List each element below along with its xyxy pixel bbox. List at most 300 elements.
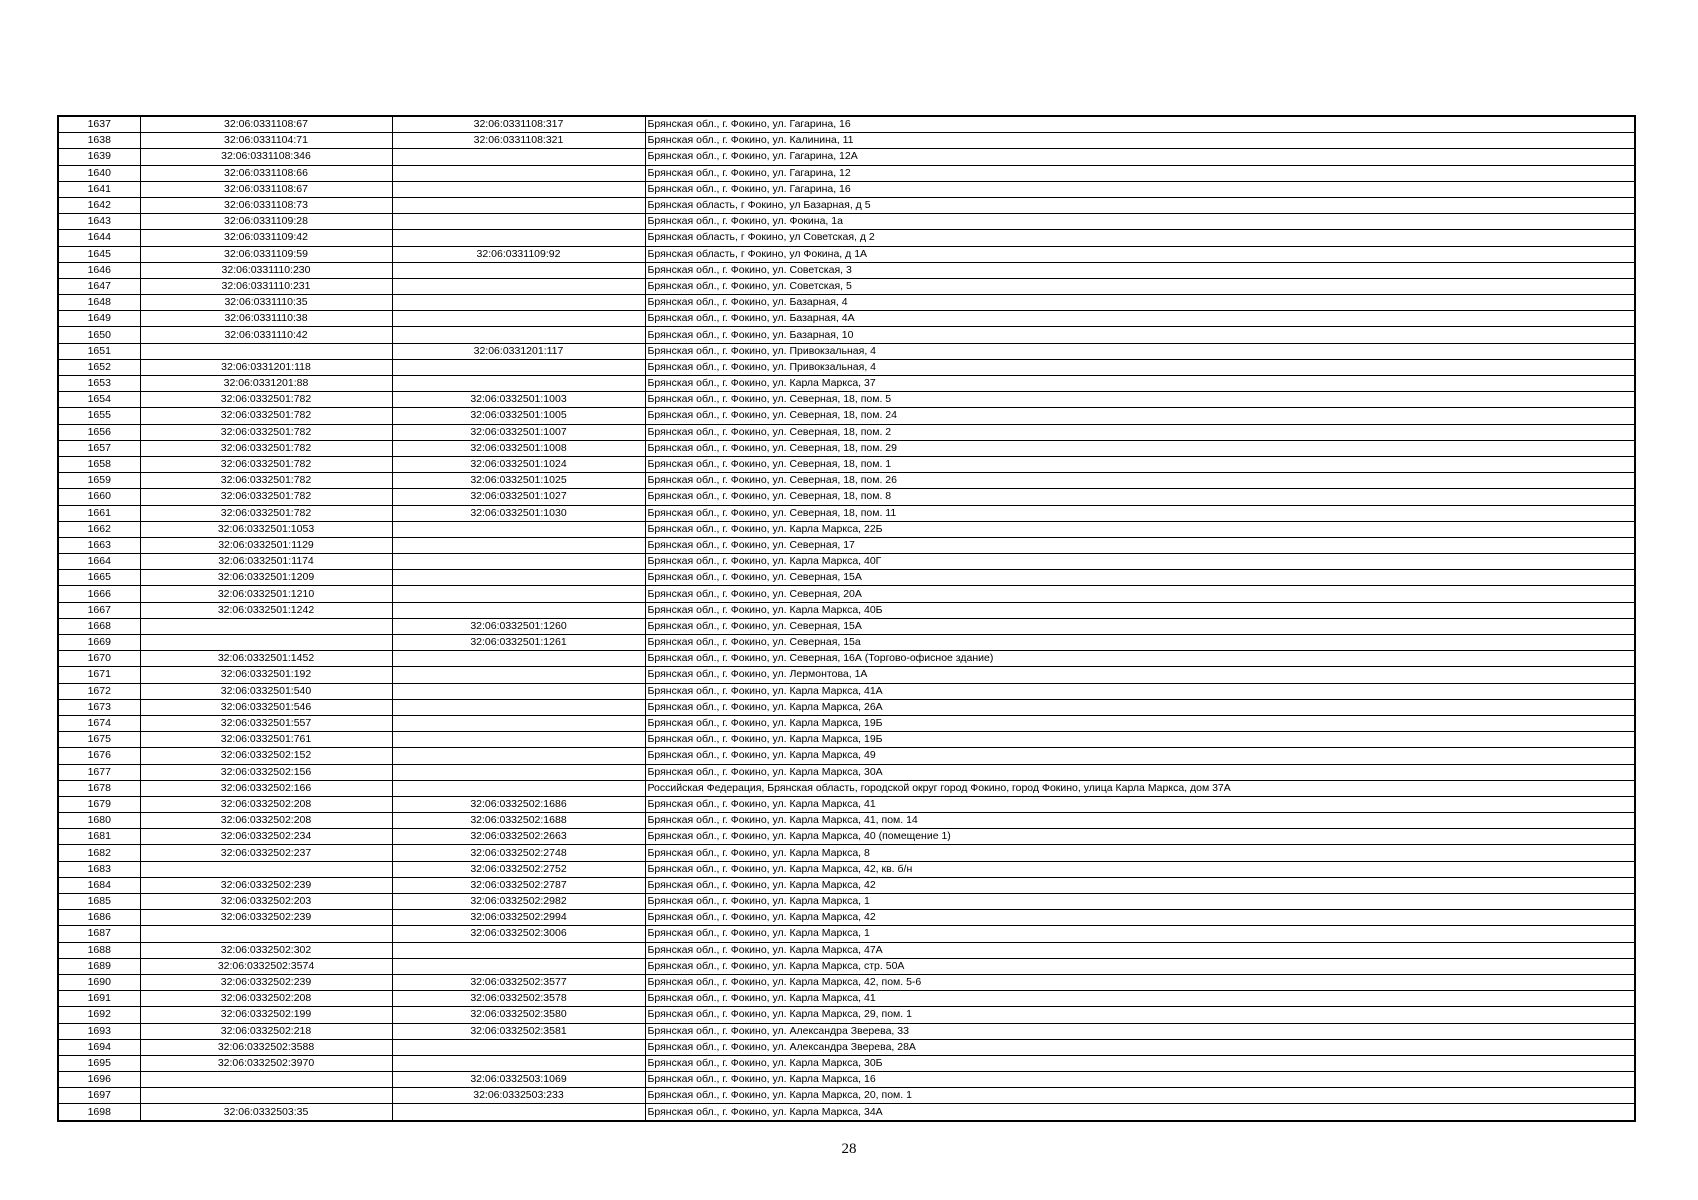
address-cell: Брянская обл., г. Фокино, ул. Карла Маркса, 8	[645, 845, 1635, 861]
land-cadastral-number-cell: 32:06:0332501:782	[140, 408, 392, 424]
building-cadastral-number-cell: 32:06:0332502:2982	[392, 894, 645, 910]
row-number-cell: 1639	[58, 149, 140, 165]
address-cell: Брянская обл., г. Фокино, ул. Гагарина, 12А	[645, 149, 1635, 165]
land-cadastral-number-cell: 32:06:0331108:67	[140, 116, 392, 133]
building-cadastral-number-cell: 32:06:0332502:3006	[392, 926, 645, 942]
land-cadastral-number-cell: 32:06:0332502:239	[140, 877, 392, 893]
table-row	[58, 699, 1635, 715]
land-cadastral-number-cell: 32:06:0332501:540	[140, 683, 392, 699]
address-cell: Брянская обл., г. Фокино, ул. Карла Маркса, 20, пом. 1	[645, 1088, 1635, 1104]
table-row	[58, 796, 1635, 812]
building-cadastral-number-cell: 32:06:0332501:1003	[392, 392, 645, 408]
row-number-cell: 1694	[58, 1039, 140, 1055]
table-row	[58, 813, 1635, 829]
address-cell: Брянская обл., г. Фокино, ул. Северная, 18, пом. 11	[645, 505, 1635, 521]
row-number-cell: 1677	[58, 764, 140, 780]
address-cell: Брянская обл., г. Фокино, ул. Северная, 17	[645, 537, 1635, 553]
land-cadastral-number-cell: 32:06:0332502:3588	[140, 1039, 392, 1055]
row-number-cell: 1692	[58, 1007, 140, 1023]
table-row	[58, 554, 1635, 570]
building-cadastral-number-cell: 32:06:0332501:1008	[392, 440, 645, 456]
building-cadastral-number-cell: 32:06:0332502:2663	[392, 829, 645, 845]
land-cadastral-number-cell: 32:06:0331108:346	[140, 149, 392, 165]
building-cadastral-number-cell: 32:06:0331108:321	[392, 133, 645, 149]
row-number-cell: 1649	[58, 311, 140, 327]
land-cadastral-number-cell: 32:06:0331108:67	[140, 181, 392, 197]
row-number-cell: 1684	[58, 877, 140, 893]
land-cadastral-number-cell: 32:06:0332502:152	[140, 748, 392, 764]
building-cadastral-number-cell	[392, 537, 645, 553]
row-number-cell: 1680	[58, 813, 140, 829]
table-row	[58, 359, 1635, 375]
land-cadastral-number-cell	[140, 926, 392, 942]
row-number-cell: 1666	[58, 586, 140, 602]
land-cadastral-number-cell: 32:06:0332502:166	[140, 780, 392, 796]
address-cell: Брянская обл., г. Фокино, ул. Северная, 20А	[645, 586, 1635, 602]
row-number-cell: 1698	[58, 1104, 140, 1121]
row-number-cell: 1658	[58, 456, 140, 472]
table-row	[58, 748, 1635, 764]
building-cadastral-number-cell	[392, 683, 645, 699]
building-cadastral-number-cell	[392, 764, 645, 780]
address-cell: Брянская обл., г. Фокино, ул. Северная, 18, пом. 1	[645, 456, 1635, 472]
row-number-cell: 1637	[58, 116, 140, 133]
address-cell: Брянская обл., г. Фокино, ул. Карла Маркса, 19Б	[645, 732, 1635, 748]
land-cadastral-number-cell: 32:06:0332502:234	[140, 829, 392, 845]
register-table	[57, 115, 1636, 1122]
table-row	[58, 1055, 1635, 1071]
land-cadastral-number-cell: 32:06:0332501:1174	[140, 554, 392, 570]
land-cadastral-number-cell	[140, 635, 392, 651]
land-cadastral-number-cell: 32:06:0332502:218	[140, 1023, 392, 1039]
table-row	[58, 440, 1635, 456]
land-cadastral-number-cell: 32:06:0332502:3574	[140, 958, 392, 974]
building-cadastral-number-cell: 32:06:0332502:3580	[392, 1007, 645, 1023]
address-cell: Брянская обл., г. Фокино, ул. Лермонтова, 1А	[645, 667, 1635, 683]
land-cadastral-number-cell: 32:06:0331109:42	[140, 230, 392, 246]
land-cadastral-number-cell: 32:06:0331201:88	[140, 376, 392, 392]
building-cadastral-number-cell: 32:06:0332502:2752	[392, 861, 645, 877]
building-cadastral-number-cell	[392, 262, 645, 278]
row-number-cell: 1660	[58, 489, 140, 505]
land-cadastral-number-cell: 32:06:0332502:203	[140, 894, 392, 910]
building-cadastral-number-cell: 32:06:0332501:1027	[392, 489, 645, 505]
building-cadastral-number-cell	[392, 1104, 645, 1121]
row-number-cell: 1664	[58, 554, 140, 570]
row-number-cell: 1688	[58, 942, 140, 958]
building-cadastral-number-cell: 32:06:0331109:92	[392, 246, 645, 262]
building-cadastral-number-cell: 32:06:0332501:1005	[392, 408, 645, 424]
row-number-cell: 1696	[58, 1072, 140, 1088]
row-number-cell: 1695	[58, 1055, 140, 1071]
row-number-cell: 1644	[58, 230, 140, 246]
row-number-cell: 1670	[58, 651, 140, 667]
address-cell: Брянская обл., г. Фокино, ул. Северная, 18, пом. 26	[645, 473, 1635, 489]
address-cell: Брянская обл., г. Фокино, ул. Базарная, 10	[645, 327, 1635, 343]
address-cell: Брянская обл., г. Фокино, ул. Карла Маркса, 41, пом. 14	[645, 813, 1635, 829]
land-cadastral-number-cell: 32:06:0331109:59	[140, 246, 392, 262]
address-cell: Брянская обл., г. Фокино, ул. Александра Зверева, 33	[645, 1023, 1635, 1039]
land-cadastral-number-cell: 32:06:0332501:1129	[140, 537, 392, 553]
row-number-cell: 1681	[58, 829, 140, 845]
table-row	[58, 230, 1635, 246]
address-cell: Брянская обл., г. Фокино, ул. Карла Маркса, 47А	[645, 942, 1635, 958]
building-cadastral-number-cell: 32:06:0332502:3577	[392, 974, 645, 990]
row-number-cell: 1679	[58, 796, 140, 812]
page-number: 28	[841, 1141, 857, 1157]
land-cadastral-number-cell: 32:06:0332501:761	[140, 732, 392, 748]
table-row	[58, 894, 1635, 910]
table-row	[58, 505, 1635, 521]
row-number-cell: 1651	[58, 343, 140, 359]
address-cell: Брянская обл., г. Фокино, ул. Карла Маркса, 40Б	[645, 602, 1635, 618]
table-row	[58, 570, 1635, 586]
address-cell: Брянская обл., г. Фокино, ул. Советская, 5	[645, 278, 1635, 294]
address-cell: Брянская обл., г. Фокино, ул. Карла Маркса, 49	[645, 748, 1635, 764]
table-row	[58, 926, 1635, 942]
row-number-cell: 1673	[58, 699, 140, 715]
building-cadastral-number-cell	[392, 667, 645, 683]
land-cadastral-number-cell: 32:06:0332502:208	[140, 796, 392, 812]
row-number-cell: 1675	[58, 732, 140, 748]
address-cell: Брянская обл., г. Фокино, ул. Карла Маркса, 40 (помещение 1)	[645, 829, 1635, 845]
table-row	[58, 877, 1635, 893]
row-number-cell: 1646	[58, 262, 140, 278]
address-cell: Брянская область, г Фокино, ул Фокина, д 1А	[645, 246, 1635, 262]
land-cadastral-number-cell: 32:06:0331104:71	[140, 133, 392, 149]
table-row	[58, 1088, 1635, 1104]
row-number-cell: 1691	[58, 991, 140, 1007]
building-cadastral-number-cell: 32:06:0332501:1024	[392, 456, 645, 472]
building-cadastral-number-cell	[392, 311, 645, 327]
row-number-cell: 1668	[58, 618, 140, 634]
land-cadastral-number-cell: 32:06:0332502:3970	[140, 1055, 392, 1071]
land-cadastral-number-cell: 32:06:0331108:66	[140, 165, 392, 181]
row-number-cell: 1640	[58, 165, 140, 181]
table-row	[58, 1007, 1635, 1023]
building-cadastral-number-cell	[392, 715, 645, 731]
building-cadastral-number-cell	[392, 359, 645, 375]
land-cadastral-number-cell: 32:06:0332502:239	[140, 974, 392, 990]
building-cadastral-number-cell: 32:06:0332501:1025	[392, 473, 645, 489]
table-row	[58, 764, 1635, 780]
table-row	[58, 408, 1635, 424]
row-number-cell: 1697	[58, 1088, 140, 1104]
table-row	[58, 991, 1635, 1007]
row-number-cell: 1686	[58, 910, 140, 926]
building-cadastral-number-cell	[392, 958, 645, 974]
row-number-cell: 1657	[58, 440, 140, 456]
building-cadastral-number-cell	[392, 1039, 645, 1055]
address-cell: Брянская обл., г. Фокино, ул. Карла Маркса, 26А	[645, 699, 1635, 715]
address-cell: Брянская обл., г. Фокино, ул. Александра Зверева, 28А	[645, 1039, 1635, 1055]
table-row	[58, 295, 1635, 311]
building-cadastral-number-cell	[392, 570, 645, 586]
building-cadastral-number-cell	[392, 149, 645, 165]
address-cell: Брянская обл., г. Фокино, ул. Северная, 15А	[645, 570, 1635, 586]
table-row	[58, 376, 1635, 392]
building-cadastral-number-cell: 32:06:0332502:1688	[392, 813, 645, 829]
row-number-cell: 1676	[58, 748, 140, 764]
row-number-cell: 1638	[58, 133, 140, 149]
address-cell: Брянская обл., г. Фокино, ул. Северная, 18, пом. 5	[645, 392, 1635, 408]
row-number-cell: 1655	[58, 408, 140, 424]
row-number-cell: 1667	[58, 602, 140, 618]
building-cadastral-number-cell: 32:06:0332501:1007	[392, 424, 645, 440]
table-row	[58, 942, 1635, 958]
address-cell: Брянская обл., г. Фокино, ул. Северная, 18, пом. 2	[645, 424, 1635, 440]
building-cadastral-number-cell	[392, 602, 645, 618]
row-number-cell: 1671	[58, 667, 140, 683]
building-cadastral-number-cell: 32:06:0332503:1069	[392, 1072, 645, 1088]
address-cell: Брянская обл., г. Фокино, ул. Привокзальная, 4	[645, 343, 1635, 359]
table-row	[58, 473, 1635, 489]
building-cadastral-number-cell	[392, 1055, 645, 1071]
address-cell: Брянская обл., г. Фокино, ул. Карла Маркса, 42	[645, 910, 1635, 926]
building-cadastral-number-cell	[392, 214, 645, 230]
row-number-cell: 1647	[58, 278, 140, 294]
land-cadastral-number-cell: 32:06:0332501:1210	[140, 586, 392, 602]
row-number-cell: 1678	[58, 780, 140, 796]
table-row	[58, 521, 1635, 537]
address-cell: Брянская обл., г. Фокино, ул. Северная, 18, пом. 24	[645, 408, 1635, 424]
land-cadastral-number-cell: 32:06:0331109:28	[140, 214, 392, 230]
building-cadastral-number-cell	[392, 165, 645, 181]
land-cadastral-number-cell: 32:06:0331110:231	[140, 278, 392, 294]
table-row	[58, 602, 1635, 618]
building-cadastral-number-cell	[392, 780, 645, 796]
land-cadastral-number-cell: 32:06:0332502:156	[140, 764, 392, 780]
address-cell: Брянская обл., г. Фокино, ул. Карла Маркса, 34А	[645, 1104, 1635, 1121]
land-cadastral-number-cell: 32:06:0332501:782	[140, 424, 392, 440]
land-cadastral-number-cell: 32:06:0332501:1053	[140, 521, 392, 537]
land-cadastral-number-cell	[140, 861, 392, 877]
row-number-cell: 1669	[58, 635, 140, 651]
building-cadastral-number-cell	[392, 197, 645, 213]
address-cell: Брянская обл., г. Фокино, ул. Советская, 3	[645, 262, 1635, 278]
address-cell: Брянская область, г Фокино, ул Базарная, д 5	[645, 197, 1635, 213]
building-cadastral-number-cell	[392, 230, 645, 246]
land-cadastral-number-cell: 32:06:0332501:557	[140, 715, 392, 731]
table-row	[58, 278, 1635, 294]
land-cadastral-number-cell: 32:06:0332502:199	[140, 1007, 392, 1023]
table-row	[58, 861, 1635, 877]
address-cell: Брянская обл., г. Фокино, ул. Карла Маркса, 30А	[645, 764, 1635, 780]
address-cell: Брянская область, г Фокино, ул Советская, д 2	[645, 230, 1635, 246]
land-cadastral-number-cell: 32:06:0332503:35	[140, 1104, 392, 1121]
land-cadastral-number-cell: 32:06:0332501:782	[140, 489, 392, 505]
row-number-cell: 1654	[58, 392, 140, 408]
row-number-cell: 1683	[58, 861, 140, 877]
table-row	[58, 618, 1635, 634]
address-cell: Брянская обл., г. Фокино, ул. Карла Маркса, 30Б	[645, 1055, 1635, 1071]
table-row	[58, 958, 1635, 974]
address-cell: Брянская обл., г. Фокино, ул. Карла Маркса, 1	[645, 926, 1635, 942]
table-row	[58, 327, 1635, 343]
table-row	[58, 651, 1635, 667]
row-number-cell: 1652	[58, 359, 140, 375]
land-cadastral-number-cell: 32:06:0332501:546	[140, 699, 392, 715]
land-cadastral-number-cell: 32:06:0332501:782	[140, 505, 392, 521]
table-row	[58, 197, 1635, 213]
building-cadastral-number-cell: 32:06:0332502:3578	[392, 991, 645, 1007]
row-number-cell: 1642	[58, 197, 140, 213]
row-number-cell: 1650	[58, 327, 140, 343]
land-cadastral-number-cell: 32:06:0332501:782	[140, 392, 392, 408]
address-cell: Брянская обл., г. Фокино, ул. Северная, 16А (Торгово-офисное здание)	[645, 651, 1635, 667]
row-number-cell: 1656	[58, 424, 140, 440]
table-row	[58, 845, 1635, 861]
table-row	[58, 1104, 1635, 1121]
address-cell: Брянская обл., г. Фокино, ул. Карла Маркса, 29, пом. 1	[645, 1007, 1635, 1023]
building-cadastral-number-cell	[392, 699, 645, 715]
address-cell: Брянская обл., г. Фокино, ул. Базарная, 4А	[645, 311, 1635, 327]
row-number-cell: 1693	[58, 1023, 140, 1039]
building-cadastral-number-cell	[392, 295, 645, 311]
table-row	[58, 149, 1635, 165]
building-cadastral-number-cell: 32:06:0332502:2748	[392, 845, 645, 861]
building-cadastral-number-cell	[392, 181, 645, 197]
land-cadastral-number-cell: 32:06:0332501:1242	[140, 602, 392, 618]
address-cell: Брянская обл., г. Фокино, ул. Северная, 18, пом. 8	[645, 489, 1635, 505]
table-row	[58, 392, 1635, 408]
table-row	[58, 974, 1635, 990]
row-number-cell: 1662	[58, 521, 140, 537]
building-cadastral-number-cell	[392, 942, 645, 958]
row-number-cell: 1689	[58, 958, 140, 974]
row-number-cell: 1663	[58, 537, 140, 553]
table-row	[58, 214, 1635, 230]
address-cell: Брянская обл., г. Фокино, ул. Карла Маркса, 1	[645, 894, 1635, 910]
address-cell: Брянская обл., г. Фокино, ул. Карла Маркса, 41	[645, 796, 1635, 812]
address-cell: Брянская обл., г. Фокино, ул. Базарная, 4	[645, 295, 1635, 311]
building-cadastral-number-cell: 32:06:0332503:233	[392, 1088, 645, 1104]
table-row	[58, 246, 1635, 262]
land-cadastral-number-cell: 32:06:0332502:237	[140, 845, 392, 861]
table-row	[58, 1023, 1635, 1039]
row-number-cell: 1641	[58, 181, 140, 197]
land-cadastral-number-cell: 32:06:0331110:230	[140, 262, 392, 278]
row-number-cell: 1690	[58, 974, 140, 990]
building-cadastral-number-cell	[392, 278, 645, 294]
table-row	[58, 181, 1635, 197]
row-number-cell: 1659	[58, 473, 140, 489]
row-number-cell: 1674	[58, 715, 140, 731]
table-row	[58, 586, 1635, 602]
address-cell: Брянская обл., г. Фокино, ул. Северная, 15А	[645, 618, 1635, 634]
building-cadastral-number-cell	[392, 586, 645, 602]
address-cell: Брянская обл., г. Фокино, ул. Гагарина, 16	[645, 181, 1635, 197]
building-cadastral-number-cell: 32:06:0332501:1261	[392, 635, 645, 651]
table-row	[58, 311, 1635, 327]
land-cadastral-number-cell: 32:06:0332502:302	[140, 942, 392, 958]
address-cell: Брянская обл., г. Фокино, ул. Карла Маркса, 16	[645, 1072, 1635, 1088]
address-cell: Брянская обл., г. Фокино, ул. Северная, 15а	[645, 635, 1635, 651]
table-row	[58, 165, 1635, 181]
building-cadastral-number-cell	[392, 651, 645, 667]
land-cadastral-number-cell	[140, 1088, 392, 1104]
building-cadastral-number-cell: 32:06:0332502:1686	[392, 796, 645, 812]
row-number-cell: 1645	[58, 246, 140, 262]
address-cell: Брянская обл., г. Фокино, ул. Карла Маркса, 40Г	[645, 554, 1635, 570]
address-cell: Российская Федерация, Брянская область, городской округ город Фокино, город Фокино, улица Карла Маркса, дом 37А	[645, 780, 1635, 796]
land-cadastral-number-cell: 32:06:0331201:118	[140, 359, 392, 375]
building-cadastral-number-cell	[392, 732, 645, 748]
table-row	[58, 343, 1635, 359]
row-number-cell: 1643	[58, 214, 140, 230]
land-cadastral-number-cell	[140, 618, 392, 634]
row-number-cell: 1672	[58, 683, 140, 699]
row-number-cell: 1648	[58, 295, 140, 311]
building-cadastral-number-cell	[392, 554, 645, 570]
address-cell: Брянская обл., г. Фокино, ул. Гагарина, 12	[645, 165, 1635, 181]
land-cadastral-number-cell: 32:06:0332501:782	[140, 440, 392, 456]
building-cadastral-number-cell	[392, 327, 645, 343]
table-row	[58, 456, 1635, 472]
land-cadastral-number-cell: 32:06:0331110:42	[140, 327, 392, 343]
building-cadastral-number-cell	[392, 521, 645, 537]
address-cell: Брянская обл., г. Фокино, ул. Карла Маркса, 42	[645, 877, 1635, 893]
building-cadastral-number-cell: 32:06:0332501:1260	[392, 618, 645, 634]
row-number-cell: 1685	[58, 894, 140, 910]
row-number-cell: 1661	[58, 505, 140, 521]
land-cadastral-number-cell	[140, 1072, 392, 1088]
address-cell: Брянская обл., г. Фокино, ул. Фокина, 1а	[645, 214, 1635, 230]
building-cadastral-number-cell: 32:06:0331108:317	[392, 116, 645, 133]
table-row	[58, 489, 1635, 505]
table-row	[58, 910, 1635, 926]
address-cell: Брянская обл., г. Фокино, ул. Северная, 18, пом. 29	[645, 440, 1635, 456]
table-row	[58, 1072, 1635, 1088]
building-cadastral-number-cell: 32:06:0332501:1030	[392, 505, 645, 521]
table-row	[58, 715, 1635, 731]
building-cadastral-number-cell	[392, 748, 645, 764]
land-cadastral-number-cell: 32:06:0332501:782	[140, 456, 392, 472]
land-cadastral-number-cell: 32:06:0332501:192	[140, 667, 392, 683]
table-row	[58, 1039, 1635, 1055]
building-cadastral-number-cell: 32:06:0332502:2994	[392, 910, 645, 926]
register-table-body	[58, 116, 1635, 1121]
table-row	[58, 683, 1635, 699]
address-cell: Брянская обл., г. Фокино, ул. Привокзальная, 4	[645, 359, 1635, 375]
building-cadastral-number-cell: 32:06:0332502:2787	[392, 877, 645, 893]
address-cell: Брянская обл., г. Фокино, ул. Карла Маркса, 41	[645, 991, 1635, 1007]
building-cadastral-number-cell: 32:06:0331201:117	[392, 343, 645, 359]
table-row	[58, 732, 1635, 748]
address-cell: Брянская обл., г. Фокино, ул. Карла Маркса, 22Б	[645, 521, 1635, 537]
row-number-cell: 1653	[58, 376, 140, 392]
address-cell: Брянская обл., г. Фокино, ул. Карла Маркса, 42, кв. б/н	[645, 861, 1635, 877]
address-cell: Брянская обл., г. Фокино, ул. Карла Маркса, 42, пом. 5-6	[645, 974, 1635, 990]
land-cadastral-number-cell: 32:06:0331110:35	[140, 295, 392, 311]
table-row	[58, 133, 1635, 149]
land-cadastral-number-cell: 32:06:0331110:38	[140, 311, 392, 327]
table-row	[58, 537, 1635, 553]
address-cell: Брянская обл., г. Фокино, ул. Карла Маркса, 41А	[645, 683, 1635, 699]
building-cadastral-number-cell: 32:06:0332502:3581	[392, 1023, 645, 1039]
table-row	[58, 262, 1635, 278]
table-row	[58, 116, 1635, 133]
table-row	[58, 424, 1635, 440]
land-cadastral-number-cell: 32:06:0332501:782	[140, 473, 392, 489]
land-cadastral-number-cell: 32:06:0331108:73	[140, 197, 392, 213]
table-row	[58, 829, 1635, 845]
row-number-cell: 1687	[58, 926, 140, 942]
land-cadastral-number-cell: 32:06:0332502:208	[140, 991, 392, 1007]
table-row	[58, 780, 1635, 796]
table-row	[58, 635, 1635, 651]
table-row	[58, 667, 1635, 683]
